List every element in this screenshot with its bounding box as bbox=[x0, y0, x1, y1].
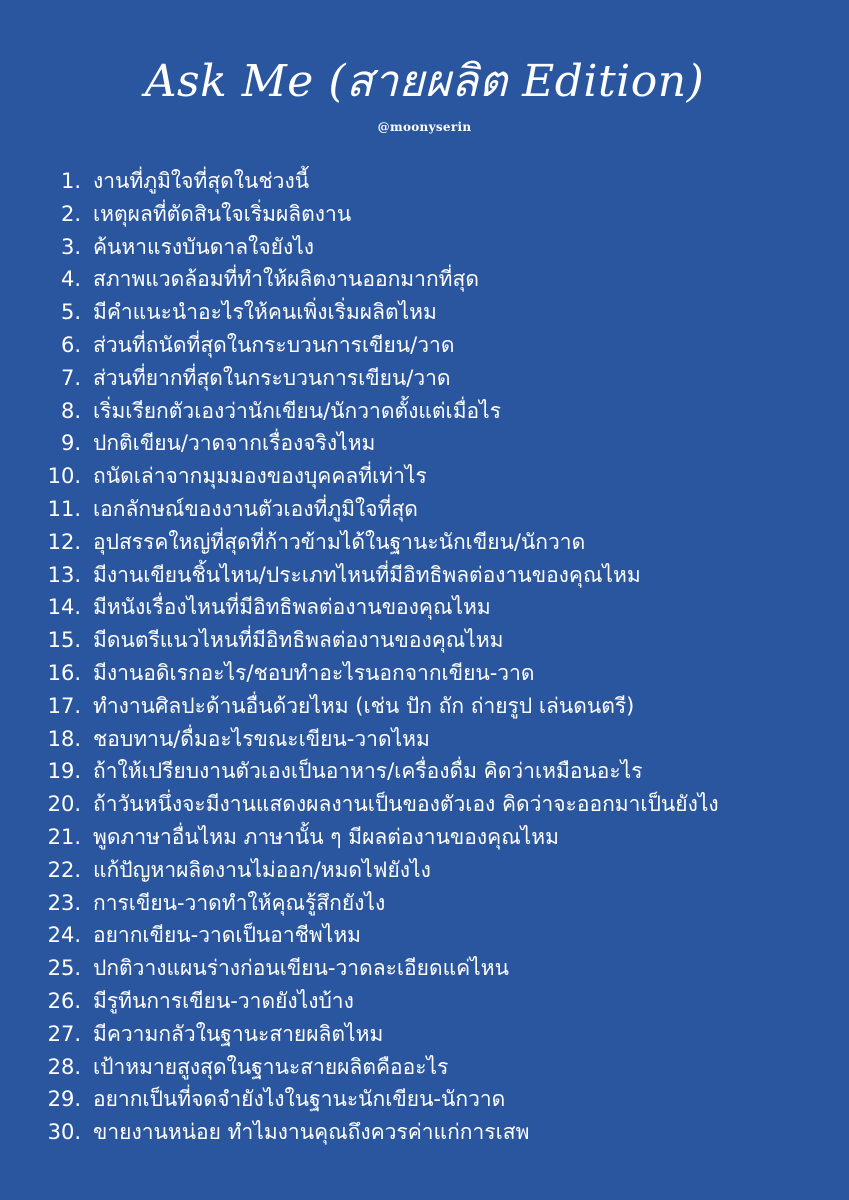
question-item bbox=[0, 624, 849, 657]
question-text: ส่วนที่ยากที่สุดในกระบวนการเขียน/วาด bbox=[93, 365, 451, 390]
question-number: 9. bbox=[60, 431, 81, 456]
question-text: มีความกลัวในฐานะสายผลิตไหม bbox=[93, 1021, 384, 1046]
question-number: 14. bbox=[47, 595, 81, 620]
question-number: 21. bbox=[47, 824, 81, 849]
question-item bbox=[0, 493, 849, 526]
question-number: 12. bbox=[47, 529, 81, 554]
question-text: เป้าหมายสูงสุดในฐานะสายผลิตคืออะไร bbox=[93, 1054, 449, 1079]
question-number: 7. bbox=[60, 365, 81, 390]
question-number: 6. bbox=[60, 332, 81, 357]
question-text: มีหนังเรื่องไหนที่มีอิทธิพลต่องานของคุณไหม bbox=[93, 595, 491, 620]
question-item bbox=[0, 788, 849, 821]
question-text: เริ่มเรียกตัวเองว่านักเขียน/นักวาดตั้งแต่เมื่อไร bbox=[93, 398, 502, 423]
question-number: 30. bbox=[47, 1120, 81, 1145]
question-item bbox=[0, 263, 849, 296]
question-text: สภาพแวดล้อมที่ทำให้ผลิตงานออกมากที่สุด bbox=[93, 267, 479, 292]
question-item bbox=[0, 395, 849, 428]
question-text: ถ้าให้เปรียบงานตัวเองเป็นอาหาร/เครื่องดื่ม คิดว่าเหมือนอะไร bbox=[93, 759, 643, 784]
question-number: 17. bbox=[47, 693, 81, 718]
question-text: ปกติเขียน/วาดจากเรื่องจริงไหม bbox=[93, 431, 376, 456]
question-number: 16. bbox=[47, 660, 81, 685]
question-text: ส่วนที่ถนัดที่สุดในกระบวนการเขียน/วาด bbox=[93, 332, 455, 357]
question-number: 23. bbox=[47, 890, 81, 915]
question-item bbox=[0, 985, 849, 1018]
question-item bbox=[0, 591, 849, 624]
question-text: ถนัดเล่าจากมุมมองของบุคคลที่เท่าไร bbox=[93, 464, 427, 489]
question-text: ทำงานศิลปะด้านอื่นด้วยไหม (เช่น ปัก ถัก ถ่ายรูป เล่นดนตรี) bbox=[93, 693, 635, 718]
question-text: มีรูทีนการเขียน-วาดยังไงบ้าง bbox=[93, 988, 354, 1013]
question-number: 20. bbox=[47, 792, 81, 817]
question-text: การเขียน-วาดทำให้คุณรู้สึกยังไง bbox=[93, 890, 386, 915]
question-item bbox=[0, 526, 849, 559]
question-text: พูดภาษาอื่นไหม ภาษานั้น ๆ มีผลต่องานของคุณไหม bbox=[93, 824, 559, 849]
question-item bbox=[0, 427, 849, 460]
question-item bbox=[0, 919, 849, 952]
question-item bbox=[0, 723, 849, 756]
question-text: มีงานเขียนชิ้นไหน/ประเภทไหนที่มีอิทธิพลต่องานของคุณไหม bbox=[93, 562, 641, 587]
question-item bbox=[0, 329, 849, 362]
question-number: 28. bbox=[47, 1054, 81, 1079]
question-number: 26. bbox=[47, 988, 81, 1013]
question-number: 19. bbox=[47, 759, 81, 784]
question-item bbox=[0, 821, 849, 854]
question-text: ปกติวางแผนร่างก่อนเขียน-วาดละเอียดแค่ไหน bbox=[93, 956, 509, 981]
question-item bbox=[0, 296, 849, 329]
question-text: มีดนตรีแนวไหนที่มีอิทธิพลต่องานของคุณไหม bbox=[93, 628, 504, 653]
question-item bbox=[0, 952, 849, 985]
question-number: 10. bbox=[47, 464, 81, 489]
question-item bbox=[0, 854, 849, 887]
question-number: 25. bbox=[47, 956, 81, 981]
question-number: 1. bbox=[60, 169, 81, 193]
question-text: เอกลักษณ์ของงานตัวเองที่ภูมิใจที่สุด bbox=[93, 496, 418, 521]
question-item bbox=[0, 559, 849, 592]
question-number: 13. bbox=[47, 562, 81, 587]
question-text: อยากเป็นที่จดจำยังไงในฐานะนักเขียน-นักวาด bbox=[93, 1087, 506, 1112]
question-number: 18. bbox=[47, 726, 81, 751]
question-text: อยากเขียน-วาดเป็นอาชีพไหม bbox=[93, 923, 362, 948]
question-number: 8. bbox=[60, 398, 81, 423]
page-title: Ask Me (สายผลิต Edition) bbox=[144, 56, 705, 107]
question-item bbox=[0, 1051, 849, 1084]
question-number: 4. bbox=[60, 267, 81, 292]
question-number: 2. bbox=[60, 201, 81, 226]
question-text: ค้นหาแรงบันดาลใจยังไง bbox=[93, 234, 315, 259]
question-item bbox=[0, 690, 849, 723]
question-item bbox=[0, 165, 849, 198]
question-item bbox=[0, 198, 849, 231]
question-item bbox=[0, 1083, 849, 1116]
question-text: ขายงานหน่อย ทำไมงานคุณถึงควรค่าแก่การเสพ bbox=[93, 1120, 530, 1145]
question-number: 15. bbox=[47, 628, 81, 653]
question-number: 11. bbox=[47, 496, 81, 521]
question-text: มีงานอดิเรกอะไร/ชอบทำอะไรนอกจากเขียน-วาด bbox=[93, 660, 535, 685]
question-text: มีคำแนะนำอะไรให้คนเพิ่งเริ่มผลิตไหม bbox=[93, 300, 437, 325]
question-item bbox=[0, 231, 849, 264]
question-item bbox=[0, 1018, 849, 1051]
question-text: เหตุผลที่ตัดสินใจเริ่มผลิตงาน bbox=[93, 201, 352, 226]
question-item bbox=[0, 460, 849, 493]
question-number: 29. bbox=[47, 1087, 81, 1112]
question-number: 3. bbox=[60, 234, 81, 259]
question-text: ชอบทาน/ดื่มอะไรขณะเขียน-วาดไหม bbox=[93, 726, 430, 751]
question-text: แก้ปัญหาผลิตงานไม่ออก/หมดไฟยังไง bbox=[93, 857, 431, 882]
question-item bbox=[0, 887, 849, 920]
question-item bbox=[0, 755, 849, 788]
author-handle: @moonyserin bbox=[377, 120, 472, 134]
question-number: 22. bbox=[47, 857, 81, 882]
question-text: งานที่ภูมิใจที่สุดในช่วงนี้ bbox=[93, 169, 310, 193]
question-item bbox=[0, 657, 849, 690]
question-text: อุปสรรคใหญ่ที่สุดที่ก้าวข้ามได้ในฐานะนักเขียน/นักวาด bbox=[93, 529, 586, 554]
question-item bbox=[0, 1116, 849, 1149]
question-number: 24. bbox=[47, 923, 81, 948]
question-text: ถ้าวันหนึ่งจะมีงานแสดงผลงานเป็นของตัวเอง คิดว่าจะออกมาเป็นยังไง bbox=[93, 792, 719, 817]
question-list bbox=[0, 165, 849, 1149]
question-number: 5. bbox=[60, 300, 81, 325]
question-item bbox=[0, 362, 849, 395]
question-number: 27. bbox=[47, 1021, 81, 1046]
